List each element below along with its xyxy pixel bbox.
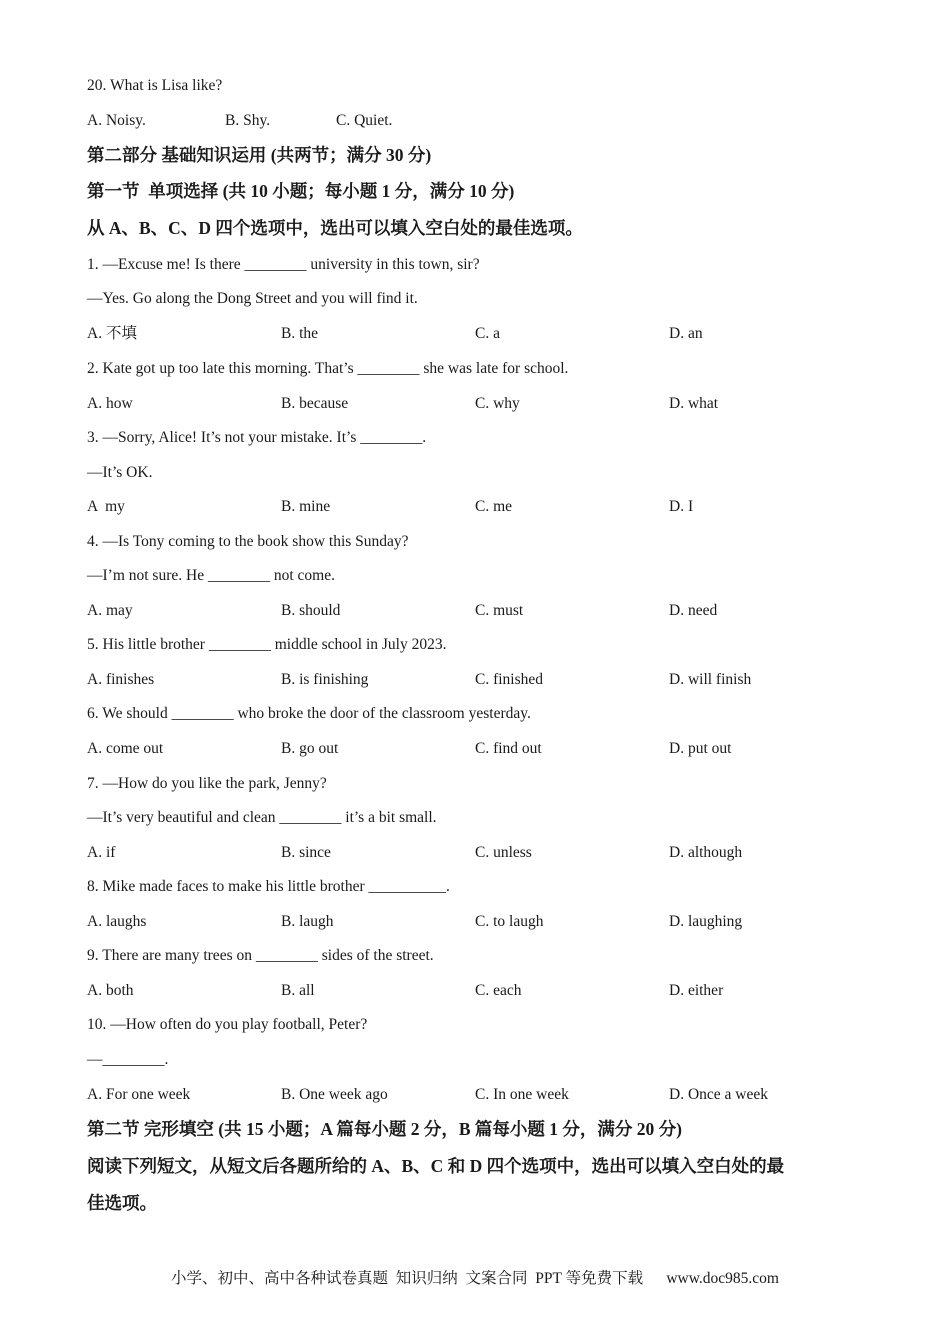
option-b: B. all bbox=[281, 982, 315, 999]
question-5-line-1: 5. His little brother ________ middle school in July 2023. bbox=[87, 636, 447, 653]
option-d: D. put out bbox=[669, 740, 732, 757]
option-d: D. need bbox=[669, 602, 718, 619]
option-c: C. to laugh bbox=[475, 913, 544, 930]
option-a: A my bbox=[87, 498, 125, 515]
option-b: B. should bbox=[281, 602, 341, 619]
part2-title: 第二部分 基础知识运用 (共两节；满分 30 分) bbox=[87, 145, 432, 165]
option-a: A. laughs bbox=[87, 913, 147, 930]
option-c: C. must bbox=[475, 602, 524, 619]
question-10-line-1: 10. —How often do you play football, Peter? bbox=[87, 1016, 368, 1033]
section2-title: 第二节 完形填空 (共 15 小题；A 篇每小题 2 分，B 篇每小题 1 分，满分 20 分) bbox=[87, 1119, 682, 1139]
question-1-line-2: —Yes. Go along the Dong Street and you will find it. bbox=[87, 290, 418, 307]
option-d: D. an bbox=[669, 325, 703, 342]
option-c: C. find out bbox=[475, 740, 542, 757]
option-b: B. go out bbox=[281, 740, 339, 757]
option-c: C. why bbox=[475, 395, 520, 412]
question-20-stem: 20. What is Lisa like? bbox=[87, 77, 223, 94]
option-a: A. For one week bbox=[87, 1086, 191, 1103]
option-a: A. both bbox=[87, 982, 134, 999]
option-a: A. how bbox=[87, 395, 133, 412]
option-c: C. Quiet. bbox=[336, 112, 393, 129]
option-a: A. 不填 bbox=[87, 325, 137, 342]
option-d: D. laughing bbox=[669, 913, 743, 930]
option-b: B. laugh bbox=[281, 913, 334, 930]
question-7-line-2: —It’s very beautiful and clean ________ it’s a bit small. bbox=[87, 809, 437, 826]
option-b: B. is finishing bbox=[281, 671, 369, 688]
option-d: D. I bbox=[669, 498, 694, 515]
question-10-options bbox=[87, 1085, 887, 1105]
question-4-line-2: —I’m not sure. He ________ not come. bbox=[87, 567, 335, 584]
option-a: A. may bbox=[87, 602, 133, 619]
question-9-line-1: 9. There are many trees on ________ sides of the street. bbox=[87, 947, 434, 964]
option-d: D. will finish bbox=[669, 671, 752, 688]
question-7-options bbox=[87, 843, 887, 863]
option-b: B. One week ago bbox=[281, 1086, 388, 1103]
question-6-line-1: 6. We should ________ who broke the door of the classroom yesterday. bbox=[87, 705, 531, 722]
question-9-options bbox=[87, 981, 887, 1001]
question-10-line-2: —________. bbox=[87, 1051, 169, 1068]
option-d: D. although bbox=[669, 844, 743, 861]
question-4-options bbox=[87, 601, 887, 621]
option-b: B. Shy. bbox=[225, 112, 271, 129]
question-3-options bbox=[87, 497, 887, 517]
option-c: C. me bbox=[475, 498, 513, 515]
option-a: A. come out bbox=[87, 740, 164, 757]
option-a: A. finishes bbox=[87, 671, 155, 688]
option-c: C. a bbox=[475, 325, 500, 342]
option-c: C. each bbox=[475, 982, 522, 999]
question-7-line-1: 7. —How do you like the park, Jenny? bbox=[87, 775, 327, 792]
question-4-line-1: 4. —Is Tony coming to the book show this Sunday? bbox=[87, 533, 409, 550]
question-20-options bbox=[87, 111, 887, 131]
option-b: B. mine bbox=[281, 498, 331, 515]
question-8-options bbox=[87, 912, 887, 932]
option-d: D. Once a week bbox=[669, 1086, 768, 1103]
option-c: C. finished bbox=[475, 671, 544, 688]
section2-instruction-line-2: 佳选项。 bbox=[87, 1193, 157, 1213]
question-2-line-1: 2. Kate got up too late this morning. That’s ________ she was late for school. bbox=[87, 360, 569, 377]
page-footer: 小学、初中、高中各种试卷真题 知识归纳 文案合同 PPT 等免费下载 www.doc985.com bbox=[171, 1270, 779, 1287]
option-a: A. if bbox=[87, 844, 116, 861]
option-b: B. because bbox=[281, 395, 349, 412]
question-6-options bbox=[87, 739, 887, 759]
option-b: B. the bbox=[281, 325, 319, 342]
section1-instruction: 从 A、B、C、D 四个选项中，选出可以填入空白处的最佳选项。 bbox=[87, 218, 583, 238]
question-3-line-2: —It’s OK. bbox=[87, 464, 153, 481]
option-d: D. what bbox=[669, 395, 719, 412]
question-8-line-1: 8. Mike made faces to make his little brother __________. bbox=[87, 878, 450, 895]
option-c: C. In one week bbox=[475, 1086, 569, 1103]
option-c: C. unless bbox=[475, 844, 532, 861]
section2-instruction-line-1: 阅读下列短文，从短文后各题所给的 A、B、C 和 D 四个选项中，选出可以填入空白处的最 bbox=[87, 1156, 785, 1176]
option-d: D. either bbox=[669, 982, 724, 999]
option-a: A. Noisy. bbox=[87, 112, 146, 129]
question-5-options bbox=[87, 670, 887, 690]
question-1-options bbox=[87, 324, 887, 344]
option-b: B. since bbox=[281, 844, 331, 861]
question-1-line-1: 1. —Excuse me! Is there ________ university in this town, sir? bbox=[87, 256, 480, 273]
section1-title: 第一节 单项选择 (共 10 小题；每小题 1 分，满分 10 分) bbox=[87, 181, 515, 201]
question-2-options bbox=[87, 394, 887, 414]
question-3-line-1: 3. —Sorry, Alice! It’s not your mistake. It’s ________. bbox=[87, 429, 427, 446]
